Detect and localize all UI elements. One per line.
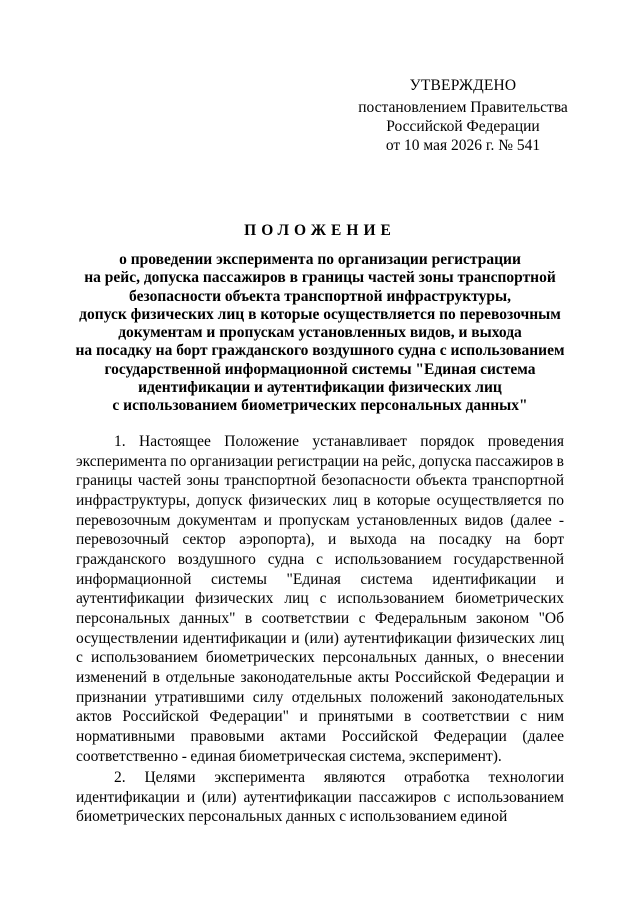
subtitle-line: о проведении эксперимента по организации регистрации <box>119 251 521 268</box>
subtitle-line: идентификации и аутентификации физических лиц <box>138 379 502 397</box>
paragraph-1: 1. Настоящее Положение устанавливает порядок проведения эксперимента по организации регистрации на рейс, допуска пассажиров в границы частей зоны транспортной безопасности объекта транспортной инфраструктуры, допуск физических лиц в которые осуществляется по перевозочным документам и пропускам установленных видов (далее - перевозочный сектор аэропорта), и выхода на посадку на борт гражданского воздушного судна с использованием государственной информационной системы "Единая система идентификации и аутентификации физических лиц с использованием биометрических персональных данных" в соответствии с Федеральным законом "Об осуществлении идентификации и (или) аутентификации физических лиц с использованием биометрических персональных данных, о внесении изменений в отдельные законодательные акты Российской Федерации и признании утратившими силу отдельных положений законодательных актов Российской Федерации" и принятыми в соответствии с ним нормативными правовыми актами Российской Федерации (далее соответственно - единая биометрическая система, эксперимент). <box>76 433 564 765</box>
document-title: ПОЛОЖЕНИЕ <box>244 222 396 239</box>
subtitle-line: безопасности объекта транспортной инфраструктуры, <box>129 287 511 305</box>
document-body <box>76 432 564 827</box>
subtitle-line: с использованием биометрических персональных данных" <box>112 397 528 415</box>
approval-line-1: постановлением Правительства <box>358 99 568 116</box>
approval-block <box>320 76 606 155</box>
document-subtitle <box>56 251 584 416</box>
approval-line-2: Российской Федерации <box>386 118 540 135</box>
subtitle-line: на посадку на борт гражданского воздушного судна с использованием <box>75 342 565 360</box>
subtitle-line: документам и пропускам установленных видов, и выхода <box>118 324 522 342</box>
paragraph-2: 2. Целями эксперимента являются отработка технологии идентификации и (или) аутентификации пассажиров с использованием биометрических персональных данных с использованием единой <box>76 769 564 826</box>
approval-heading: УТВЕРЖДЕНО <box>409 77 517 94</box>
approval-date: от 10 мая 2026 г. № 541 <box>385 137 541 154</box>
subtitle-line: допуск физических лиц в которые осуществляется по перевозочным <box>79 305 561 323</box>
subtitle-line: государственной информационной системы "Единая система <box>104 360 536 378</box>
subtitle-line: на рейс, допуска пассажиров в границы частей зоны транспортной <box>84 269 556 287</box>
